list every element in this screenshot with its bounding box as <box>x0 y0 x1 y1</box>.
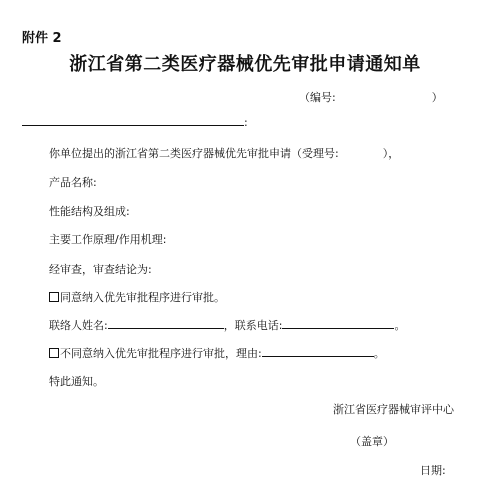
principle-field: 主要工作原理/作用机理: <box>49 233 167 246</box>
conclusion-field: 经审查，审查结论为: <box>49 263 152 276</box>
notice-line: 特此通知。 <box>49 375 104 388</box>
disagree-label: 不同意纳入优先审批程序进行审批，理由: <box>60 347 262 360</box>
agree-option <box>49 289 225 305</box>
addressee-blank <box>22 114 244 126</box>
contact-phone-blank <box>282 317 394 329</box>
serial-close: ） <box>431 91 443 104</box>
performance-field: 性能结构及组成: <box>49 205 130 218</box>
seal-label: （盖章） <box>350 435 394 448</box>
date-label: 日期: <box>420 464 446 477</box>
reason-blank <box>262 345 374 357</box>
attachment-label: 附件 2 <box>22 31 62 46</box>
checkbox-icon <box>49 348 59 358</box>
document-title: 浙江省第二类医疗器械优先审批申请通知单 <box>69 54 421 75</box>
contact-name-label: 联络人姓名: <box>49 319 108 332</box>
intro-line <box>49 145 399 161</box>
intro-suffix: ）， <box>382 147 400 160</box>
checkbox-icon <box>49 292 59 302</box>
disagree-option <box>49 345 385 361</box>
contact-phone-label: ，联系电话: <box>223 319 283 332</box>
serial-number <box>299 89 443 105</box>
agree-label: 同意纳入优先审批程序进行审批。 <box>60 291 225 304</box>
issuing-center: 浙江省医疗器械审评中心 <box>333 403 454 416</box>
contact-line <box>49 317 405 333</box>
contact-end: 。 <box>394 319 406 332</box>
addressee-line <box>22 114 248 129</box>
intro-prefix: 你单位提出的浙江省第二类医疗器械优先审批申请（受理号: <box>49 147 339 160</box>
product-name-field: 产品名称: <box>49 176 97 189</box>
contact-name-blank <box>108 317 224 329</box>
serial-open: （编号: <box>299 91 336 104</box>
disagree-end: 。 <box>373 347 385 360</box>
addressee-colon: : <box>244 116 248 129</box>
